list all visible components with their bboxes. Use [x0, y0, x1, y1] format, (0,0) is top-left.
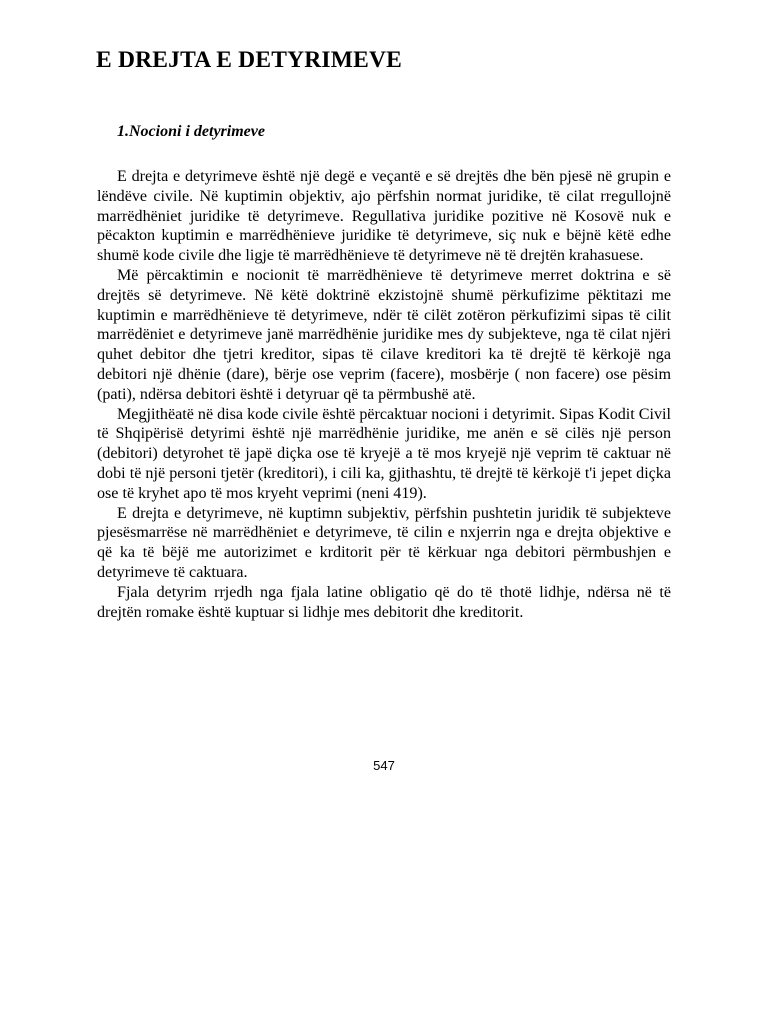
paragraph: Më përcaktimin e nocionit të marrëdhënieve të detyrimeve merret doktrina e së drejtës së detyrimeve. Në këtë doktrinë ekzistojnë shumë përkufizime pëktitazi me kuptimin e marrëdhënieve të detyrimeve, ndër të cilët zotëron përkufizimi sipas të cilit marrëdëniet e detyrimeve janë marrëdhënie juridike mes dy subjekteve, nga të cilat njëri quhet debitor dhe tjetri kreditor, sipas të cilave kreditori ka të drejtë të kërkojë nga debitori një dhënie (dare), bërje ose veprim (facere), mosbërje ( non facere) ose pësim (pati), ndërsa debitori është i detyruar që ta përmbushë atë.: [97, 266, 671, 403]
section-heading: 1.Nocioni i detyrimeve: [117, 123, 265, 140]
page-title: E DREJTA E DETYRIMEVE: [96, 47, 403, 73]
body-text: [97, 167, 671, 622]
paragraph: Megjithëatë në disa kode civile është përcaktuar nocioni i detyrimit. Sipas Kodit Civil të Shqipërisë detyrimi është një marrëdhënie juridike, me anën e së cilës një person (debitori) detyrohet të japë diçka ose të kryejë a të mos kryejë një veprim të caktuar në dobi të një personi tjetër (kreditori), i cili ka, gjithashtu, të drejtë të kërkojë t'i jepet diçka ose të kryhet apo të mos kryeht veprimi (neni 419).: [97, 405, 671, 502]
page-number: 547: [373, 758, 395, 773]
paragraph: E drejta e detyrimeve, në kuptimn subjektiv, përfshin pushtetin juridik të subjekteve pjesësmarrëse në marrëdhëniet e detyrimeve, të cilin e nxjerrin nga e drejta objektive e që ka të bëjë me autorizimet e krditorit për të kërkuar nga debitori përmbushjen e detyrimeve të caktuara.: [97, 504, 671, 581]
paragraph: Fjala detyrim rrjedh nga fjala latine obligatio që do të thotë lidhje, ndërsa në të drejtën romake është kuptuar si lidhje mes debitorit dhe kreditorit.: [97, 583, 671, 621]
paragraph: E drejta e detyrimeve është një degë e veçantë e së drejtës dhe bën pjesë në grupin e lëndëve civile. Në kuptimin objektiv, ajo përfshin normat juridike, të cilat rregullojnë marrëdhëniet juridike të detyrimeve. Regullativa juridike pozitive në Kosovë nuk e pëcakton kuptimin e marrëdhënieve juridike të detyrimeve, siç nuk e bëjnë këtë edhe shumë kode civile dhe ligje të marrëdhënieve të detyrimeve në të drejtën krahasuese.: [97, 168, 671, 265]
